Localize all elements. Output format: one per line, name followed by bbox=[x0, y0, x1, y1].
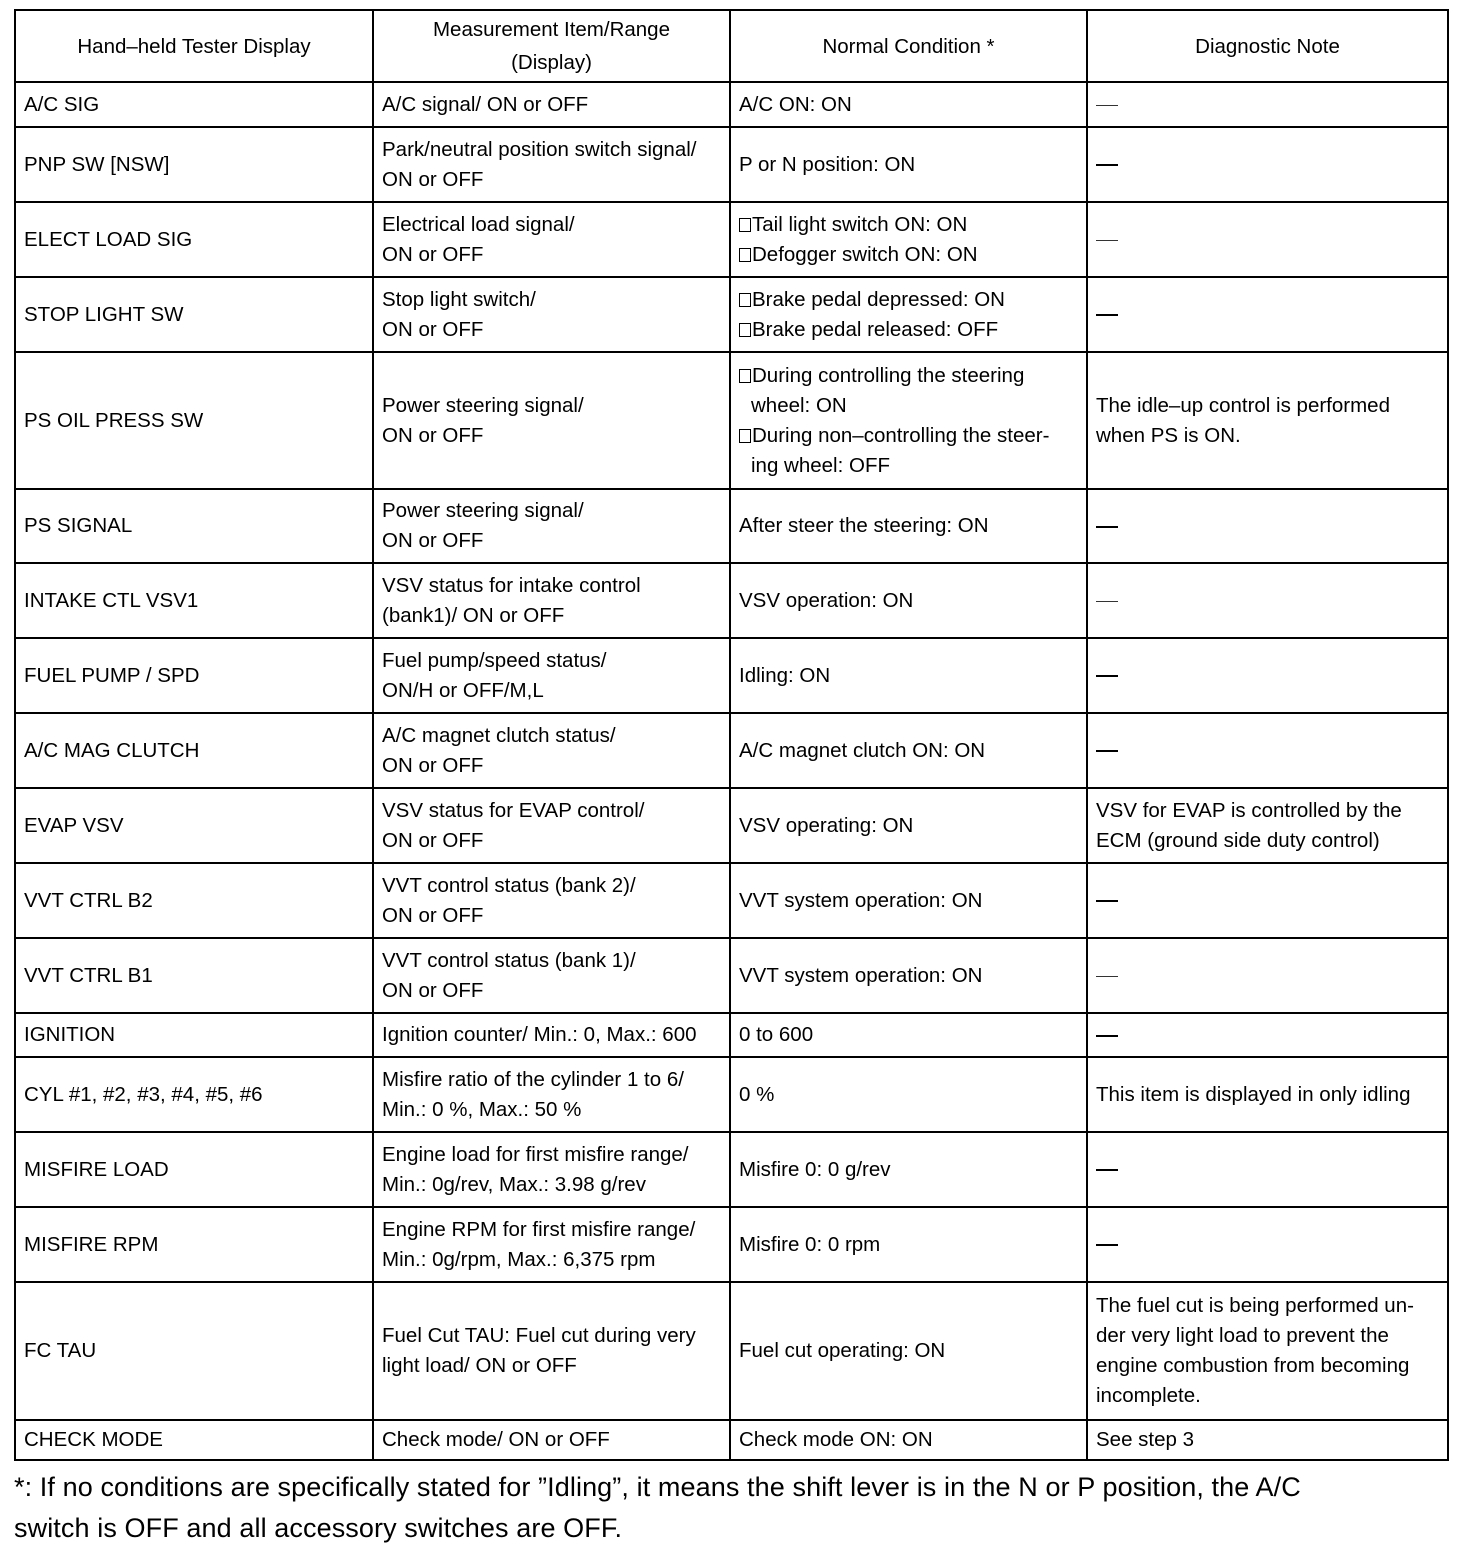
cell-normal: VVT system operation: ON bbox=[730, 938, 1087, 1013]
table-row bbox=[15, 1282, 1448, 1420]
table-row bbox=[15, 352, 1448, 489]
cell-normal: Check mode ON: ON bbox=[730, 1420, 1087, 1460]
cell-item: Engine RPM for first misfire range/ Min.: 0g/rpm, Max.: 6,375 rpm bbox=[373, 1207, 730, 1282]
cell-item: Misfire ratio of the cylinder 1 to 6/ Min.: 0 %, Max.: 50 % bbox=[373, 1057, 730, 1132]
table-row bbox=[15, 1013, 1448, 1057]
table-row bbox=[15, 638, 1448, 713]
cell-note bbox=[1087, 938, 1448, 1013]
cell-normal: A/C ON: ON bbox=[730, 82, 1087, 127]
cell-normal: VSV operation: ON bbox=[730, 563, 1087, 638]
table-row bbox=[15, 863, 1448, 938]
table-row bbox=[15, 277, 1448, 352]
header-measurement-item: Measurement Item/Range (Display) bbox=[373, 10, 730, 82]
cell-display: MISFIRE LOAD bbox=[15, 1132, 373, 1207]
cell-display: PNP SW [NSW] bbox=[15, 127, 373, 202]
data-list-table bbox=[14, 9, 1449, 1461]
cell-item: VVT control status (bank 1)/ ON or OFF bbox=[373, 938, 730, 1013]
em-dash-icon bbox=[1096, 976, 1118, 977]
cell-display: FUEL PUMP / SPD bbox=[15, 638, 373, 713]
cell-normal: VVT system operation: ON bbox=[730, 863, 1087, 938]
checkbox-glyph-icon bbox=[739, 218, 751, 232]
cell-note: See step 3 bbox=[1087, 1420, 1448, 1460]
cell-item: VSV status for intake control (bank1)/ ON or OFF bbox=[373, 563, 730, 638]
table-row bbox=[15, 489, 1448, 563]
em-dash-icon bbox=[1096, 240, 1118, 241]
table-row bbox=[15, 82, 1448, 127]
em-dash-icon bbox=[1096, 1169, 1118, 1171]
cell-note bbox=[1087, 1207, 1448, 1282]
cell-note: VSV for EVAP is controlled by the ECM (ground side duty control) bbox=[1087, 788, 1448, 863]
cell-item: Power steering signal/ ON or OFF bbox=[373, 352, 730, 489]
em-dash-icon bbox=[1096, 526, 1118, 528]
cell-item: Park/neutral position switch signal/ ON or OFF bbox=[373, 127, 730, 202]
table-row bbox=[15, 563, 1448, 638]
table-row bbox=[15, 1207, 1448, 1282]
cell-note bbox=[1087, 277, 1448, 352]
cell-item: Power steering signal/ ON or OFF bbox=[373, 489, 730, 563]
cell-note: This item is displayed in only idling bbox=[1087, 1057, 1448, 1132]
cell-note bbox=[1087, 1013, 1448, 1057]
cell-display: PS OIL PRESS SW bbox=[15, 352, 373, 489]
cell-item: Electrical load signal/ ON or OFF bbox=[373, 202, 730, 277]
footnote-line-1: *: If no conditions are specifically stated for ”Idling”, it means the shift lever is in the N or P position, the A/C bbox=[14, 1472, 1301, 1502]
table-row bbox=[15, 788, 1448, 863]
em-dash-icon bbox=[1096, 900, 1118, 902]
cell-item: Stop light switch/ ON or OFF bbox=[373, 277, 730, 352]
cell-display: INTAKE CTL VSV1 bbox=[15, 563, 373, 638]
header-tester-display: Hand–held Tester Display bbox=[15, 10, 373, 82]
footnote bbox=[14, 1467, 1454, 1549]
cell-normal: 0 to 600 bbox=[730, 1013, 1087, 1057]
cell-normal: Brake pedal depressed: ON Brake pedal released: OFF bbox=[730, 277, 1087, 352]
header-diagnostic-note: Diagnostic Note bbox=[1087, 10, 1448, 82]
cell-display: MISFIRE RPM bbox=[15, 1207, 373, 1282]
cell-display: VVT CTRL B2 bbox=[15, 863, 373, 938]
em-dash-icon bbox=[1096, 675, 1118, 677]
cell-item: Fuel Cut TAU: Fuel cut during very light load/ ON or OFF bbox=[373, 1282, 730, 1420]
em-dash-icon bbox=[1096, 1244, 1118, 1246]
table-header-row bbox=[15, 10, 1448, 82]
cell-normal: P or N position: ON bbox=[730, 127, 1087, 202]
cell-item: A/C signal/ ON or OFF bbox=[373, 82, 730, 127]
cell-display: CHECK MODE bbox=[15, 1420, 373, 1460]
table-row bbox=[15, 127, 1448, 202]
document-page bbox=[14, 9, 1447, 1549]
cell-display: CYL #1, #2, #3, #4, #5, #6 bbox=[15, 1057, 373, 1132]
em-dash-icon bbox=[1096, 601, 1118, 602]
cell-normal: Misfire 0: 0 rpm bbox=[730, 1207, 1087, 1282]
header-normal-condition: Normal Condition * bbox=[730, 10, 1087, 82]
cell-note bbox=[1087, 563, 1448, 638]
cell-normal: VSV operating: ON bbox=[730, 788, 1087, 863]
em-dash-icon bbox=[1096, 164, 1118, 166]
cell-note bbox=[1087, 1132, 1448, 1207]
cell-note bbox=[1087, 489, 1448, 563]
cell-display: EVAP VSV bbox=[15, 788, 373, 863]
table-row bbox=[15, 1057, 1448, 1132]
cell-item: VSV status for EVAP control/ ON or OFF bbox=[373, 788, 730, 863]
table-row bbox=[15, 202, 1448, 277]
cell-normal: Idling: ON bbox=[730, 638, 1087, 713]
cell-normal: Fuel cut operating: ON bbox=[730, 1282, 1087, 1420]
cell-display: FC TAU bbox=[15, 1282, 373, 1420]
checkbox-glyph-icon bbox=[739, 429, 751, 443]
checkbox-glyph-icon bbox=[739, 293, 751, 307]
em-dash-icon bbox=[1096, 314, 1118, 316]
checkbox-glyph-icon bbox=[739, 323, 751, 337]
cell-note bbox=[1087, 82, 1448, 127]
cell-display: A/C SIG bbox=[15, 82, 373, 127]
cell-normal: 0 % bbox=[730, 1057, 1087, 1132]
cell-note bbox=[1087, 863, 1448, 938]
cell-item: Fuel pump/speed status/ ON/H or OFF/M,L bbox=[373, 638, 730, 713]
cell-display: ELECT LOAD SIG bbox=[15, 202, 373, 277]
cell-display: A/C MAG CLUTCH bbox=[15, 713, 373, 788]
cell-note: The idle–up control is performed when PS is ON. bbox=[1087, 352, 1448, 489]
cell-note bbox=[1087, 638, 1448, 713]
cell-note: The fuel cut is being performed un- der very light load to prevent the engine combustion from becoming incomplete. bbox=[1087, 1282, 1448, 1420]
cell-normal: After steer the steering: ON bbox=[730, 489, 1087, 563]
footnote-line-2: switch is OFF and all accessory switches are OFF. bbox=[14, 1513, 623, 1543]
cell-item: A/C magnet clutch status/ ON or OFF bbox=[373, 713, 730, 788]
cell-item: VVT control status (bank 2)/ ON or OFF bbox=[373, 863, 730, 938]
cell-item: Engine load for first misfire range/ Min.: 0g/rev, Max.: 3.98 g/rev bbox=[373, 1132, 730, 1207]
cell-display: VVT CTRL B1 bbox=[15, 938, 373, 1013]
cell-normal: During controlling the steering wheel: ON During non–controlling the steer- ing wheel: OFF bbox=[730, 352, 1087, 489]
cell-display: STOP LIGHT SW bbox=[15, 277, 373, 352]
em-dash-icon bbox=[1096, 750, 1118, 752]
table-row bbox=[15, 1420, 1448, 1460]
checkbox-glyph-icon bbox=[739, 369, 751, 383]
cell-normal: Misfire 0: 0 g/rev bbox=[730, 1132, 1087, 1207]
cell-note bbox=[1087, 202, 1448, 277]
table-row bbox=[15, 938, 1448, 1013]
table-row bbox=[15, 1132, 1448, 1207]
cell-normal: A/C magnet clutch ON: ON bbox=[730, 713, 1087, 788]
cell-display: PS SIGNAL bbox=[15, 489, 373, 563]
cell-item: Ignition counter/ Min.: 0, Max.: 600 bbox=[373, 1013, 730, 1057]
em-dash-icon bbox=[1096, 105, 1118, 106]
checkbox-glyph-icon bbox=[739, 248, 751, 262]
cell-display: IGNITION bbox=[15, 1013, 373, 1057]
cell-note bbox=[1087, 713, 1448, 788]
table-row bbox=[15, 713, 1448, 788]
cell-normal: Tail light switch ON: ON Defogger switch ON: ON bbox=[730, 202, 1087, 277]
cell-item: Check mode/ ON or OFF bbox=[373, 1420, 730, 1460]
em-dash-icon bbox=[1096, 1035, 1118, 1037]
cell-note bbox=[1087, 127, 1448, 202]
